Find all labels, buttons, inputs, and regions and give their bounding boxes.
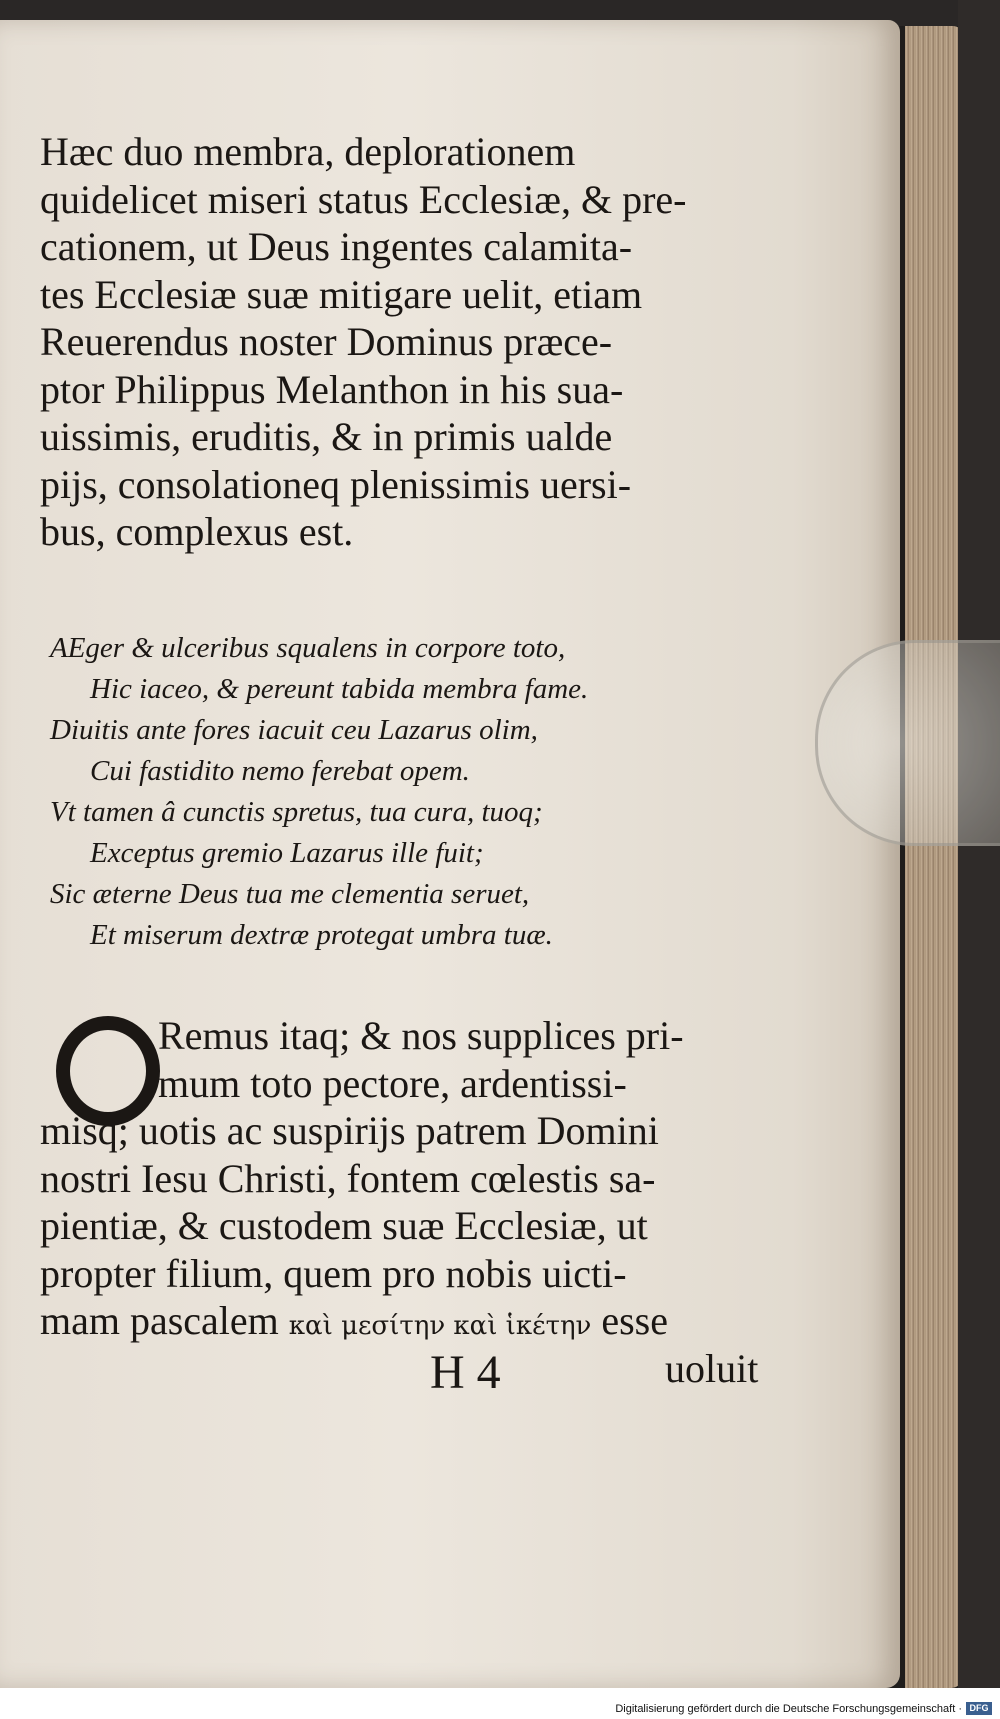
book-binding <box>958 0 1000 1719</box>
greek-phrase: καὶ μεσίτην καὶ ἱκέτην <box>288 1311 592 1341</box>
text-fragment: mam pascalem <box>40 1298 279 1343</box>
paragraph-2 <box>40 1012 785 1351</box>
text-line: uissimis, eruditis, & in primis ualde <box>40 414 613 459</box>
verse-line: Diuitis ante fores iacuit ceu Lazarus olim, <box>50 714 538 746</box>
text-line: nostri Iesu Christi, fontem cœlestis sa- <box>40 1155 656 1201</box>
text-line: cationem, ut Deus ingentes calamita- <box>40 224 633 269</box>
signature-mark: H 4 <box>430 1346 501 1399</box>
dfg-logo: DFG <box>966 1702 992 1715</box>
text-line: pientiæ, & custodem suæ Ecclesiæ, ut <box>40 1203 648 1248</box>
verse-line: AEger & ulceribus squalens in corpore toto, <box>50 632 566 664</box>
page-clip <box>815 640 1000 846</box>
text-fragment: esse <box>601 1298 668 1343</box>
verse-line: Hic iaceo, & pereunt tabida membra fame. <box>90 673 589 705</box>
text-line: misq; uotis ac suspirijs patrem Domini <box>40 1108 659 1153</box>
verse-line: Sic æterne Deus tua me clementia seruet, <box>50 878 530 910</box>
text-line-with-greek <box>40 1297 785 1351</box>
text-line: Reuerendus noster Dominus præce- <box>40 319 613 364</box>
verse-line: Exceptus gremio Lazarus ille fuit; <box>90 837 484 869</box>
text-line: Remus itaq; & nos supplices pri- <box>158 1013 684 1058</box>
verse-line: Et miserum dextræ protegat umbra tuæ. <box>90 919 553 951</box>
text-line: pijs, consolationeq plenissimis uersi- <box>40 461 632 507</box>
verse-line: Vt tamen â cunctis spretus, tua cura, tuoq; <box>50 796 543 828</box>
catchword: uoluit <box>665 1346 759 1391</box>
text-line: propter filium, quem pro nobis uicti- <box>40 1250 627 1296</box>
verse-line: Cui fastidito nemo ferebat opem. <box>90 755 470 787</box>
text-line: ptor Philippus Melanthon in his sua- <box>40 366 624 412</box>
page-edges <box>905 26 963 1688</box>
paragraph-1 <box>40 128 785 556</box>
footer-credit: Digitalisierung gefördert durch die Deutsche Forschungsgemeinschaft · <box>615 1703 962 1715</box>
text-line: Hæc duo membra, deplorationem <box>40 129 576 174</box>
text-line: bus, complexus est. <box>40 509 354 554</box>
text-line: quidelicet miseri status Ecclesiæ, & pre- <box>40 176 687 222</box>
text-line: tes Ecclesiæ suæ mitigare uelit, etiam <box>40 271 643 317</box>
verse-block <box>50 628 750 956</box>
text-line: mum toto pectore, ardentissi- <box>158 1060 627 1106</box>
